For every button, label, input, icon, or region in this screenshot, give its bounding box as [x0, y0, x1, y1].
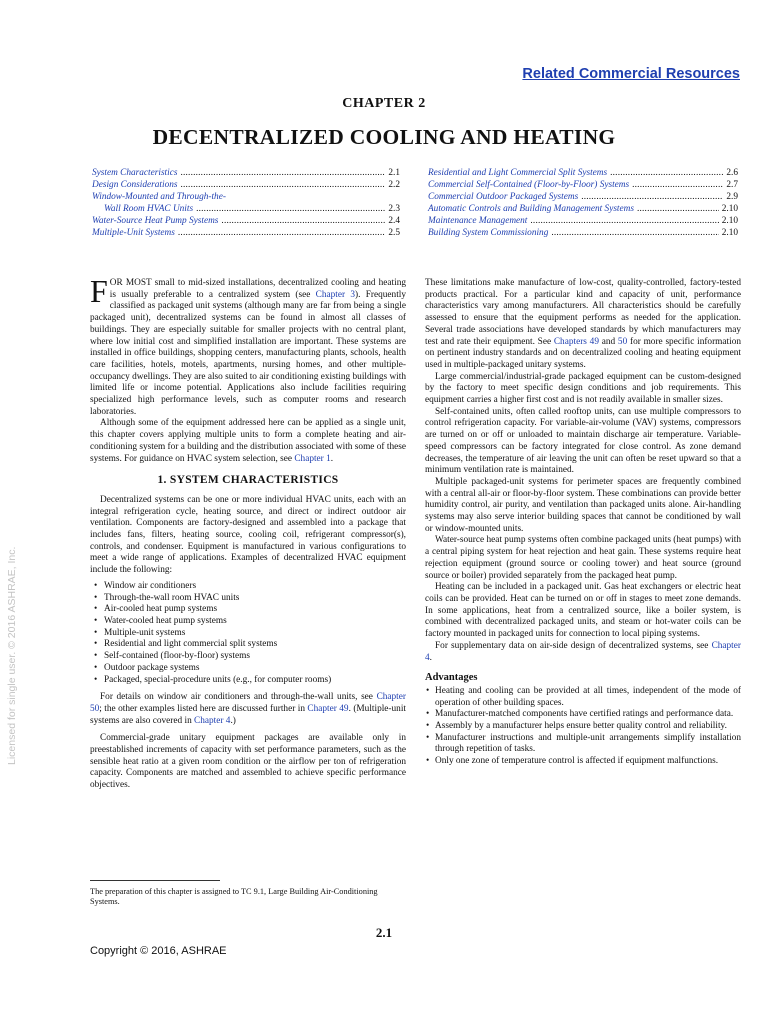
toc-item[interactable]: Window-Mounted and Through-the- — [92, 192, 226, 203]
paragraph: Heating can be included in a packaged unit. Gas heat exchangers or electric heat coils can be provided. Heat can be turned on or off in stages to meet zone demands. In some applications, heat from a centralized source, like a boiler system, is combined with decentralized packaged units, and steam or hot-water coils can be factory mounted in packaged units for connection to local piping systems. — [425, 582, 741, 640]
list-item: • Window air conditioners — [94, 581, 406, 593]
list-item: • Manufacturer instructions and multiple-unit arrangements simplify installation through repetition of tasks. — [425, 733, 741, 756]
list-item: • Outdoor package systems — [94, 663, 406, 675]
equipment-list — [90, 581, 406, 686]
chapters-49-link[interactable]: Chapters 49 — [553, 336, 599, 347]
paragraph: Decentralized systems can be one or more individual HVAC units, each with an integral refrigeration cycle, heating source, and direct or indirect outdoor air ventilation. Components are factory-designed and assembled into a package that includes fans, filters, heating source, cooling coil, refrigerant compressor(s), controls, and condenser. Equipment is manufactured in various configurations to meet a wide range of applications. Examples of decentralized HVAC equipment include the following: — [90, 494, 406, 576]
advantages-heading: Advantages — [425, 672, 478, 684]
copyright-notice: Copyright © 2016, ASHRAE — [90, 945, 227, 957]
list-item: • Only one zone of temperature control is affected if equipment malfunctions. — [425, 756, 741, 768]
paragraph: Commercial-grade unitary equipment packages are available only in preestablished increments of capacity with set performance parameters, such as the sensible heat ratio at a given room condition or the airflow per ton of refrigeration capacity. Components are matched and assembled to achieve specific performance objectives. — [90, 733, 406, 791]
paragraph: Self-contained units, often called rooftop units, can use multiple compressors to control refrigeration capacity. For variable-air-volume (VAV) systems, compressors are turned on or off or unloaded to maintain discharge air temperature. Variable-speed compressors can be factory integrated for close control. As zone demand decreases, the temperature of air leaving the unit can often be reset upward so that a minimum ventilation rate is maintained. — [425, 406, 741, 476]
paragraph: Water-source heat pump systems often combine packaged units (heat pumps) with a central piping system for heat rejection and heat gain. These systems require heat rejection equipment (ground source or cooling tower) and heat source (ground source or boiler) provided separately from the packaged heat pump. — [425, 535, 741, 581]
toc-item[interactable]: Residential and Light Commercial Split Systems ..... 2.6 — [428, 167, 738, 179]
toc-item[interactable]: Maintenance Management ..... 2.10 — [428, 215, 738, 227]
list-item: • Heating and cooling can be provided at all times, independent of the mode of operation of other building spaces. — [425, 686, 741, 709]
toc-right — [428, 167, 738, 240]
toc-item[interactable]: Building System Commissioning ..... 2.10 — [428, 227, 738, 239]
page-number: 2.1 — [375, 925, 393, 940]
toc-item[interactable]: Multiple-Unit Systems ..... 2.5 — [92, 227, 400, 239]
chapter-title: DECENTRALIZED COOLING AND HEATING — [152, 125, 616, 149]
toc-item[interactable]: Commercial Self-Contained (Floor-by-Floor) Systems ..... 2.7 — [428, 179, 738, 191]
intro-paragraph: FOR MOST small to mid-sized installations, decentralized cooling and heating is usually preferable to a centralized system (see Chapter 3). Frequently classified as packaged unit systems (although many are far from being a single packaged unit), decentralized systems can be found in almost all classes of buildings. They are especially suitable for smaller projects with no central plant, where low initial cost and simplified installation are important. These systems are installed in office buildings, shopping centers, manufacturing plants, schools, health care facilities, hotels, motels, apartments, nursing homes, and other multiple-occupancy dwellings. They are also suited to air conditioning existing buildings with limited life or income potential. Applications also include facilities requiring specialized high performance levels, such as computer rooms and research laboratories. — [90, 273, 407, 417]
chapter-49-link[interactable]: Chapter 49 — [307, 703, 349, 714]
drop-cap: F — [90, 273, 108, 309]
paragraph: For details on window air conditioners and through-the-wall units, see Chapter 50; the other examples listed here are discussed further in Chapter 49. (Multiple-unit systems are also covered in Chapter 4.) — [90, 692, 406, 726]
related-commercial-resources-link[interactable]: Related Commercial Resources — [522, 66, 740, 82]
list-item: • Through-the-wall room HVAC units — [94, 593, 406, 605]
chapter-4-link[interactable]: Chapter 4 — [194, 715, 231, 726]
toc-item[interactable]: Design Considerations ..... 2.2 — [92, 179, 400, 191]
chapter-4-link[interactable]: Chapter 4 — [425, 640, 741, 663]
toc-item[interactable]: System Characteristics ..... 2.1 — [92, 167, 400, 179]
paragraph: Large commercial/industrial-grade packaged equipment can be custom-designed by the factory to meet specific design conditions and job requirements. This equipment carries a higher first cost and is not readily available in smaller sizes. — [425, 371, 741, 406]
toc-left — [92, 167, 400, 240]
chapter-label: CHAPTER 2 — [342, 96, 426, 111]
chapter-50-link[interactable]: 50 — [617, 336, 628, 347]
list-item: • Packaged, special-procedure units (e.g., for computer rooms) — [94, 675, 406, 687]
list-item: • Multiple-unit systems — [94, 628, 406, 640]
list-item: • Air-cooled heat pump systems — [94, 604, 406, 616]
chapter-1-link[interactable]: Chapter 1 — [294, 453, 331, 464]
license-watermark: Licensed for single user. © 2016 ASHRAE, Inc. — [6, 546, 18, 765]
paragraph: Multiple packaged-unit systems for perimeter spaces are frequently combined with a central all-air or floor-by-floor system. These combinations can provide better humidity control, air purity, and ventilation than packaged units alone. Air-handling systems may also serve interior building spaces that cannot be conditioned by wall or window-mounted units. — [425, 476, 741, 534]
right-column — [425, 278, 741, 768]
left-column — [90, 273, 407, 792]
footnote-divider — [90, 880, 220, 881]
list-item: • Assembly by a manufacturer helps ensure better quality control and reliability. — [425, 721, 741, 733]
toc-item[interactable]: Automatic Controls and Building Management Systems ..... 2.10 — [428, 203, 738, 215]
footnote: The preparation of this chapter is assigned to TC 9.1, Large Building Air-Conditioning Systems. — [90, 887, 378, 907]
toc-item[interactable]: Wall Room HVAC Units ..... 2.3 — [92, 203, 400, 215]
paragraph: Although some of the equipment addressed here can be applied as a single unit, this chapter covers applying multiple units to form a complete heating and air-conditioning system for a building and the distribution associated with some of these systems. For guidance on HVAC system selection, see Chapter 1. — [90, 418, 406, 464]
paragraph: These limitations make manufacture of low-cost, quality-controlled, factory-tested products practical. For a particular kind and capacity of unit, performance characteristics vary among manufacturers. All characteristics should be carefully assessed to ensure that the equipment performs as needed for the application. Several trade associations have developed standards by which manufacturers may test and rate their equipment. See Chapters 49 and 50 for more specific information on pertinent industry standards and on decentralized cooling and heating equipment used in multiple-packaged unitary systems. — [425, 278, 741, 370]
toc-item[interactable]: Water-Source Heat Pump Systems ..... 2.4 — [92, 215, 400, 227]
chapter-3-link[interactable]: Chapter 3 — [315, 289, 356, 300]
list-item: • Self-contained (floor-by-floor) systems — [94, 651, 406, 663]
toc-item[interactable]: Commercial Outdoor Packaged Systems ..... 2.9 — [428, 191, 738, 203]
advantages-list — [425, 686, 741, 768]
list-item: • Water-cooled heat pump systems — [94, 616, 406, 628]
section-heading: 1. SYSTEM CHARACTERISTICS — [157, 474, 339, 487]
chapter-50-link[interactable]: Chapter 50 — [90, 692, 406, 714]
list-item: • Residential and light commercial split systems — [94, 639, 406, 651]
paragraph: For supplementary data on air-side design of decentralized systems, see Chapter 4. — [425, 640, 741, 663]
list-item: • Manufacturer-matched components have certified ratings and performance data. — [425, 709, 741, 721]
